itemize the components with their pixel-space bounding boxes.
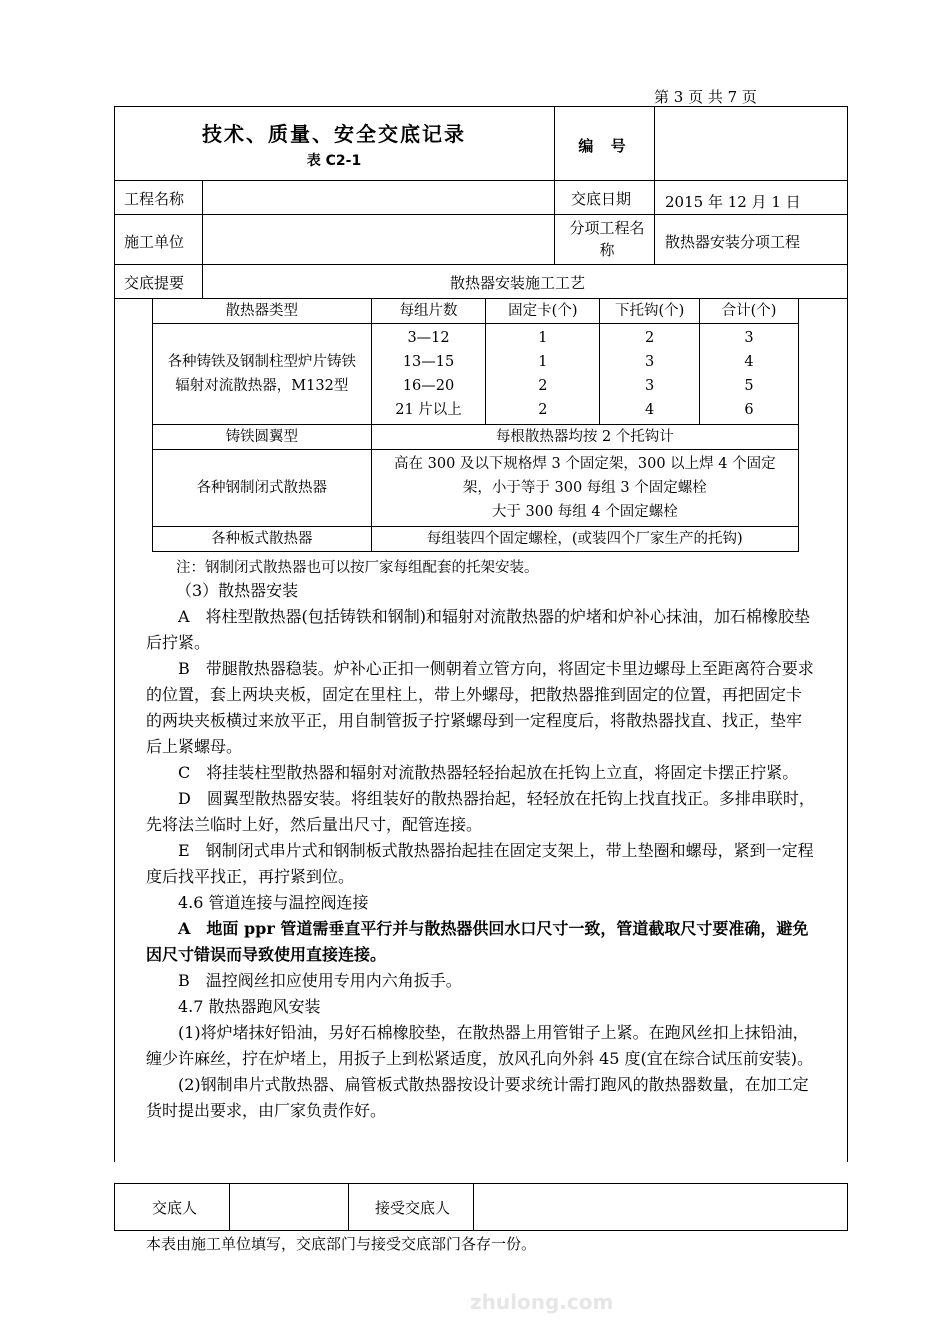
piece-count: 3—12 [407, 330, 450, 346]
row-note: 每组装四个固定螺栓，(或装四个厂家生产的托钩) [371, 527, 798, 552]
fixed-clip-count: 1 [538, 354, 548, 370]
grid-line [473, 1183, 474, 1231]
paragraph: 4.6 管道连接与温控阀连接 [178, 893, 369, 912]
piece-count: 21 片以上 [395, 402, 462, 418]
row-note: 大于 300 每组 4 个固定螺栓 [491, 504, 678, 520]
date-value: 2015 年 12 月 1 日 [665, 193, 801, 211]
total-cell [700, 324, 799, 425]
table-header: 散热器类型 [153, 299, 372, 324]
table-row [153, 527, 799, 552]
bottom-note: 本表由施工单位填写，交底部门与接受交底部门各存一份。 [146, 1235, 537, 1253]
table-header: 下托钩(个) [600, 299, 700, 324]
paragraph: (2)钢制串片式散热器、扁管板式散热器按设计要求统计需打跑风的散热器数量，在加工定货时提出要求，由厂家负责作好。 [146, 1075, 809, 1120]
hook-count: 4 [645, 402, 655, 418]
grid-line [348, 1183, 349, 1231]
table-header: 合计(个) [700, 299, 799, 324]
hook-count: 2 [645, 330, 655, 346]
piece-count-cell [371, 324, 486, 425]
paragraph: B 温控阀丝扣应使用专用内六角扳手。 [178, 971, 462, 990]
paragraph: D 圆翼型散热器安装。将组装好的散热器抬起，轻轻放在托钩上找直找正。多排串联时，先将法兰临时上好，然后量出尺寸，配管连接。 [146, 789, 815, 834]
watermark: zhulong.com [470, 1290, 614, 1314]
paragraph: A 将柱型散热器(包括铸铁和钢制)和辐射对流散热器的炉堵和炉补心抹油，加石棉橡胶垫后拧紧。 [146, 607, 811, 652]
table-row [153, 425, 799, 450]
grid-line [114, 214, 848, 215]
paragraph: 4.7 散热器跑风安装 [178, 997, 321, 1016]
grid-line [654, 106, 655, 264]
row-note: 每根散热器均按 2 个托钩计 [371, 425, 798, 450]
grid-line [202, 180, 203, 298]
page-number: 第 3 页 共 7 页 [654, 88, 757, 106]
form-subtitle: 表 C2-1 [306, 153, 362, 169]
fixed-clip-count: 1 [538, 330, 548, 346]
giver-label: 交底人 [152, 1199, 198, 1217]
receiver-label: 接受交底人 [375, 1199, 451, 1217]
hook-count: 3 [645, 354, 655, 370]
paragraph: E 钢制闭式串片式和钢制板式散热器抬起挂在固定支架上，带上垫圈和螺母，紧到一定程度后找平找正，再拧紧到位。 [146, 841, 814, 886]
paragraph: B 带腿散热器稳装。炉补心正扣一侧朝着立管方向，将固定卡里边螺母上至距离符合要求的位置，套上两块夹板，固定在里柱上，带上外螺母，把散热器推到固定的位置，再把固定卡的两块夹板横过来放平正，用自制管扳子拧紧螺母到一定程度后，将散热器找直、找正，垫牢后上紧螺母。 [146, 659, 814, 756]
radiator-type: 铸铁圆翼型 [153, 425, 372, 450]
total-count: 3 [744, 330, 754, 346]
table-footnote: 注：钢制闭式散热器也可以按厂家每组配套的托架安装。 [176, 560, 539, 576]
total-count: 4 [744, 354, 754, 370]
sub-project-label: 分项工程名称 [569, 219, 645, 259]
piece-count: 13—15 [402, 354, 455, 370]
radiator-type: 各种板式散热器 [153, 527, 372, 552]
total-count: 6 [744, 402, 754, 418]
fixed-clip-count: 2 [538, 402, 548, 418]
date-label: 交底日期 [571, 190, 632, 208]
grid-line [114, 264, 848, 265]
paragraph-bold: A 地面 ppr 管道需垂直平行并与散热器供回水口尺寸一致，管道截取尺寸要准确，避免因尺寸错误而导致使用直接连接。 [146, 919, 809, 964]
code-label: 编 号 [578, 137, 632, 155]
grid-line [114, 180, 848, 181]
fixed-clip-count: 2 [538, 378, 548, 394]
row-note: 架，小于等于 300 每组 3 个固定螺栓 [462, 480, 707, 496]
fixed-clip-cell [486, 324, 600, 425]
piece-count: 16—20 [402, 378, 455, 394]
sub-project-value: 散热器安装分项工程 [665, 233, 801, 251]
total-count: 5 [744, 378, 754, 394]
summary-value: 散热器安装施工工艺 [450, 274, 586, 292]
radiator-type: 各种铸铁及钢制柱型炉片铸铁辐射对流散热器，M132型 [153, 324, 372, 425]
table-row [153, 324, 799, 425]
radiator-support-table [152, 298, 799, 552]
grid-line [554, 106, 555, 264]
body-text [146, 578, 816, 1124]
table-header-row [153, 299, 799, 324]
form-title: 技术、质量、安全交底记录 [202, 122, 466, 146]
row-note: 高在 300 及以下规格焊 3 个固定架，300 以上焊 4 个固定 [394, 456, 776, 472]
table-header: 每组片数 [371, 299, 486, 324]
radiator-type: 各种钢制闭式散热器 [153, 450, 372, 527]
summary-label: 交底提要 [124, 274, 185, 292]
row-note-cell [371, 450, 798, 527]
project-name-label: 工程名称 [124, 190, 185, 208]
hook-count: 3 [645, 378, 655, 394]
signature-row [114, 1183, 848, 1231]
table-header: 固定卡(个) [486, 299, 600, 324]
table-row [153, 450, 799, 527]
paragraph: （3）散热器安装 [176, 581, 299, 600]
paragraph: (1)将炉堵抹好铅油，另好石棉橡胶垫，在散热器上用管钳子上紧。在跑风丝扣上抹铅油，缠少许麻丝，拧在炉堵上，用扳子上到松紧适度，放风孔向外斜 45 度(宜在综合试压前安装)。 [146, 1023, 814, 1068]
grid-line [229, 1183, 230, 1231]
hook-cell [600, 324, 700, 425]
contractor-label: 施工单位 [124, 233, 185, 251]
paragraph: C 将挂装柱型散热器和辐射对流散热器轻轻抬起放在托钩上立直，将固定卡摆正拧紧。 [178, 763, 799, 782]
